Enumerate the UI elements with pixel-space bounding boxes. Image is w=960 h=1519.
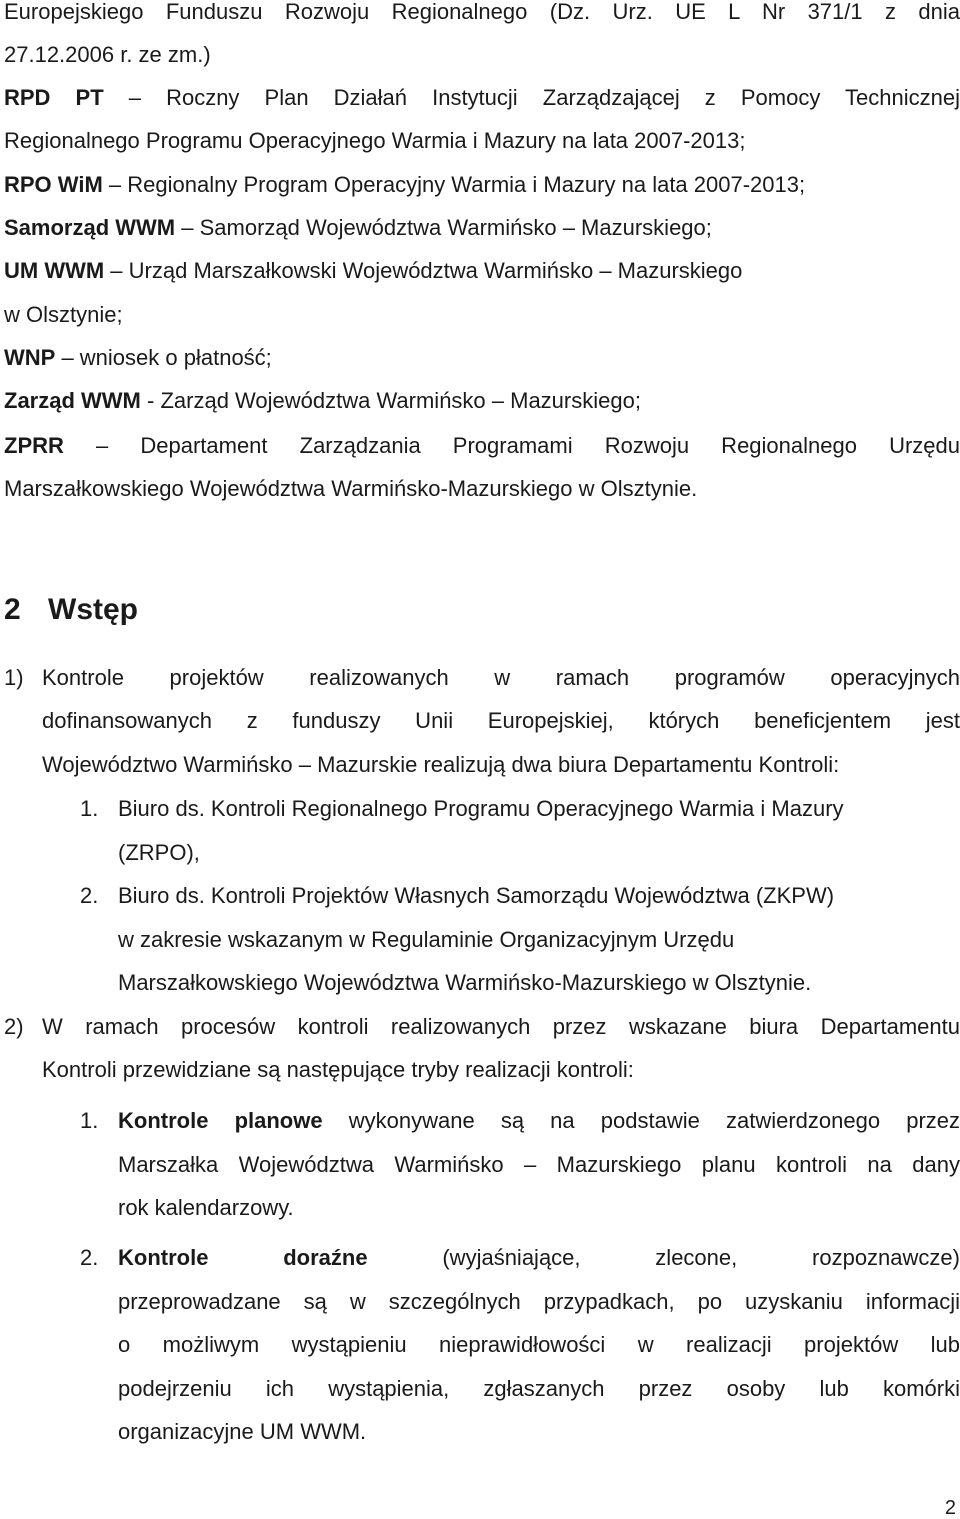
abbreviation-wnp: WNP – wniosek o płatność; <box>4 345 272 370</box>
section-title: Wstęp <box>48 593 138 626</box>
list-item-line: przeprowadzane są w szczególnych przypadkach, po uzyskaniu informacji <box>118 1289 960 1314</box>
list-item-line: w zakresie wskazanym w Regulaminie Organizacyjnym Urzędu <box>118 927 735 952</box>
list-item-marker: 2. <box>80 1245 99 1270</box>
abbreviation-rpo-wim: RPO WiM – Regionalny Program Operacyjny Warmia i Mazury na lata 2007-2013; <box>4 172 806 197</box>
abbreviation-zprr-cont: Marszałkowskiego Województwa Warmińsko-Mazurskiego w Olsztynie. <box>4 476 698 501</box>
section-number: 2 <box>4 593 21 626</box>
abbreviation-term: RPD PT <box>4 85 104 110</box>
abbreviation-term: UM WWM <box>4 258 105 283</box>
abbreviation-term: RPO WiM <box>4 172 103 197</box>
list-item-line: Marszałkowskiego Województwa Warmińsko-Mazurskiego w Olsztynie. <box>118 970 812 995</box>
bold-term: Kontrole doraźne <box>118 1245 368 1270</box>
bold-term: Kontrole planowe <box>118 1108 323 1133</box>
abbreviation-rpd-pt: RPD PT – Roczny Plan Działań Instytucji Zarządzającej z Pomocy Technicznej <box>4 85 960 110</box>
list-item-line: o możliwym wystąpieniu nieprawidłowości w realizacji projektów lub <box>118 1332 960 1357</box>
abbreviation-term: WNP <box>4 345 56 370</box>
list-item-marker: 2. <box>80 883 99 908</box>
point-marker: 1) <box>4 665 24 690</box>
point1-line: Województwo Warmińsko – Mazurskie realizują dwa biura Departamentu Kontroli: <box>42 752 840 777</box>
point1-line: Kontrole projektów realizowanych w ramach programów operacyjnych <box>42 665 960 690</box>
page-number: 2 <box>944 1497 956 1519</box>
abbreviation-um-wwm: UM WWM – Urząd Marszałkowski Województwa Warmińsko – Mazurskiego <box>4 258 743 283</box>
abbreviation-samorzad: Samorząd WWM – Samorząd Województwa Warmińsko – Mazurskiego; <box>4 215 712 240</box>
point1-line: dofinansowanych z funduszy Unii Europejskiej, których beneficjentem jest <box>42 708 960 733</box>
abbreviation-rpd-pt-cont: Regionalnego Programu Operacyjnego Warmia i Mazury na lata 2007-2013; <box>4 128 746 153</box>
point2-line: W ramach procesów kontroli realizowanych przez wskazane biura Departamentu <box>42 1014 960 1039</box>
section-heading <box>4 590 138 630</box>
list-item-marker: 1. <box>80 796 99 821</box>
point-marker: 2) <box>4 1014 24 1039</box>
abbreviation-continuation-line: 27.12.2006 r. ze zm.) <box>4 42 211 67</box>
list-item-marker: 1. <box>80 1108 99 1133</box>
list-item-line: organizacyjne UM WWM. <box>118 1419 367 1444</box>
abbreviation-term: ZPRR <box>4 433 64 458</box>
abbreviation-term: Samorząd WWM <box>4 215 176 240</box>
list-item-line: (ZRPO), <box>118 840 200 865</box>
list-item-line: Kontrole doraźne (wyjaśniające, zlecone, rozpoznawcze) <box>118 1245 960 1270</box>
list-item-line: Kontrole planowe wykonywane są na podstawie zatwierdzonego przez <box>118 1108 960 1133</box>
list-item-line: Biuro ds. Kontroli Projektów Własnych Samorządu Województwa (ZKPW) <box>118 883 835 908</box>
list-item-line: podejrzeniu ich wystąpienia, zgłaszanych przez osoby lub komórki <box>118 1376 960 1401</box>
abbreviation-term: Zarząd WWM <box>4 388 141 413</box>
abbreviation-continuation-line: Europejskiego Funduszu Rozwoju Regionalnego (Dz. Urz. UE L Nr 371/1 z dnia <box>4 0 960 24</box>
point2-line: Kontroli przewidziane są następujące tryby realizacji kontroli: <box>42 1057 634 1082</box>
list-item-line: Marszałka Województwa Warmińsko – Mazurskiego planu kontroli na dany <box>118 1152 960 1177</box>
abbreviation-zarzad: Zarząd WWM - Zarząd Województwa Warmińsko – Mazurskiego; <box>4 388 641 413</box>
abbreviation-zprr: ZPRR – Departament Zarządzania Programami Rozwoju Regionalnego Urzędu <box>4 433 960 458</box>
list-item-line: Biuro ds. Kontroli Regionalnego Programu Operacyjnego Warmia i Mazury <box>118 796 844 821</box>
abbreviation-um-wwm-cont: w Olsztynie; <box>4 302 123 327</box>
list-item-line: rok kalendarzowy. <box>118 1195 294 1220</box>
